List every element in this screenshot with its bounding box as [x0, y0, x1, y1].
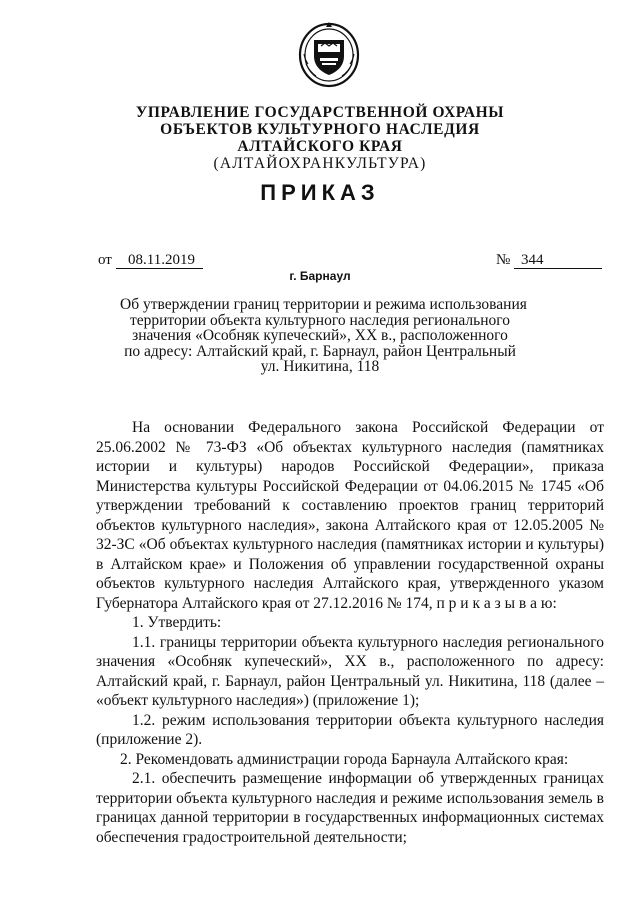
document-body	[96, 418, 604, 847]
document-type-title: ПРИКАЗ	[260, 180, 380, 205]
order-item-1: 1. Утвердить:	[132, 614, 222, 631]
org-name-line-1: УПРАВЛЕНИЕ ГОСУДАРСТВЕННОЙ ОХРАНЫ	[135, 104, 505, 121]
date-label: от	[98, 252, 112, 268]
subject-line: территории объекта культурного наследия регионального	[129, 311, 511, 329]
coat-of-arms-icon	[296, 18, 362, 88]
subject-line: по адресу: Алтайский край, г. Барнаул, район Центральный	[124, 342, 516, 360]
city: г. Барнаул	[289, 269, 351, 283]
order-item-2-1: 2.1. обеспечить размещение информации об утвержденных границах территории объекта культурного наследия и режиме использования земель в границах данной территории в государственных информационных системах обеспечения градостроительной деятельности;	[96, 770, 604, 846]
preamble-paragraph: На основании Федерального закона Российской Федерации от 25.06.2002 № 73-ФЗ «Об объектах культурного наследия (памятниках истории и культуры) народов Российской Федерации», приказа Министерства культуры Российской Федерации от 04.06.2015 № 1745 «Об утверждении требований к составлению проектов границ территорий объектов культурного наследия», закона Алтайского края от 12.05.2005 № 32-ЗС «Об объектах культурного наследия (памятниках истории и культуры) в Алтайском крае» и Положения об управлении государственной охраны объектов культурного наследия Алтайского края, утвержденного указом Губернатора Алтайского края от 27.12.2016 № 174, п р и к а з ы в а ю:	[96, 419, 604, 612]
org-name-line-2: ОБЪЕКТОВ КУЛЬТУРНОГО НАСЛЕДИЯ	[160, 121, 480, 138]
number-label: №	[496, 252, 511, 268]
order-item-2: 2. Рекомендовать администрации города Барнаула Алтайского края:	[120, 750, 569, 768]
document-number: 344	[514, 252, 602, 269]
document-subject	[120, 296, 527, 375]
order-item-1-2: 1.2. режим использования территории объекта культурного наследия (приложение 2).	[96, 711, 604, 748]
order-item-1-1: 1.1. границы территории объекта культурного наследия регионального значения «Особняк купеческий», XX в., расположенного по адресу: Алтайский край, г. Барнаул, район Центральный ул. Никитина, 118 (далее – «объект культурного наследия») (приложение 1);	[96, 633, 604, 709]
document-date: 08.11.2019	[116, 252, 203, 269]
subject-line: ул. Никитина, 118	[260, 358, 380, 375]
org-short-name: (АЛТАЙОХРАНКУЛЬТУРА)	[213, 155, 427, 172]
subject-line: Об утверждении границ территории и режима использования	[120, 296, 527, 313]
org-name-line-3: АЛТАЙСКОГО КРАЯ	[237, 138, 403, 155]
subject-line: значения «Особняк купеческий», XX в., расположенного	[132, 327, 508, 344]
